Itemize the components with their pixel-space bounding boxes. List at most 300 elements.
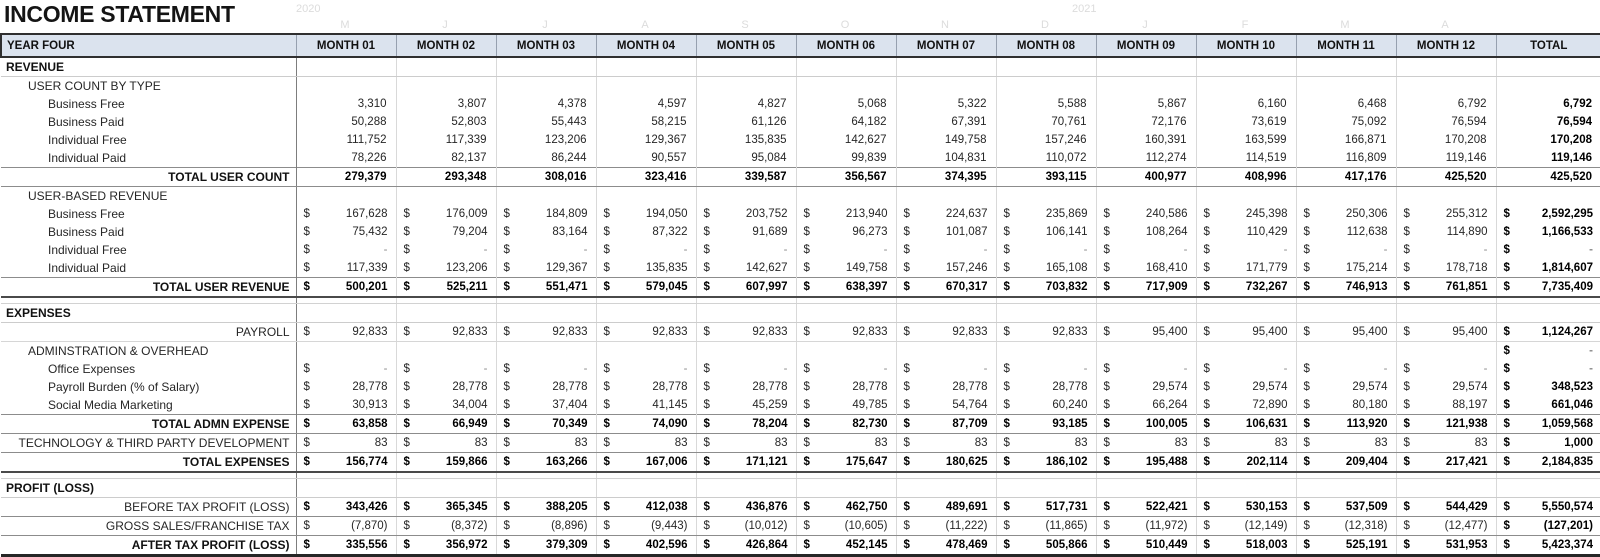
row-label[interactable]: USER-BASED REVENUE: [1, 187, 296, 206]
row-label[interactable]: ADMINSTRATION & OVERHEAD: [1, 342, 296, 361]
cell[interactable]: [1196, 187, 1296, 206]
column-header-month[interactable]: MONTH 07: [896, 34, 996, 57]
cell[interactable]: [296, 113, 396, 131]
cell[interactable]: [1396, 498, 1496, 517]
cell[interactable]: [396, 223, 496, 241]
cell[interactable]: [596, 396, 696, 415]
row-label[interactable]: Office Expenses: [1, 360, 296, 378]
cell[interactable]: [296, 453, 396, 473]
cell[interactable]: [1396, 95, 1496, 113]
cell[interactable]: [796, 205, 896, 223]
cell[interactable]: [1396, 168, 1496, 187]
total-cell[interactable]: [1496, 396, 1600, 415]
cell[interactable]: [696, 77, 796, 96]
cell[interactable]: [996, 498, 1096, 517]
cell[interactable]: [1296, 415, 1396, 434]
cell[interactable]: [496, 149, 596, 168]
cell[interactable]: [1396, 536, 1496, 556]
cell[interactable]: [796, 360, 896, 378]
cell[interactable]: [1096, 77, 1196, 96]
cell[interactable]: [496, 241, 596, 259]
total-cell[interactable]: [1496, 168, 1600, 187]
column-header-month[interactable]: MONTH 08: [996, 34, 1096, 57]
row-label[interactable]: Business Free: [1, 205, 296, 223]
cell[interactable]: [1396, 77, 1496, 96]
cell[interactable]: [1196, 241, 1296, 259]
cell[interactable]: [896, 205, 996, 223]
total-cell[interactable]: [1496, 434, 1600, 453]
cell[interactable]: [496, 168, 596, 187]
cell[interactable]: [496, 304, 596, 323]
total-cell[interactable]: [1496, 479, 1600, 498]
total-cell[interactable]: [1496, 113, 1600, 131]
total-cell[interactable]: [1496, 453, 1600, 473]
cell[interactable]: [996, 77, 1096, 96]
cell[interactable]: [296, 479, 396, 498]
cell[interactable]: [1096, 434, 1196, 453]
cell[interactable]: [796, 259, 896, 278]
cell[interactable]: [1196, 95, 1296, 113]
cell[interactable]: [596, 378, 696, 396]
cell[interactable]: [896, 342, 996, 361]
cell[interactable]: [496, 57, 596, 77]
cell[interactable]: [1096, 149, 1196, 168]
total-cell[interactable]: [1496, 278, 1600, 298]
cell[interactable]: [1096, 360, 1196, 378]
cell[interactable]: [996, 187, 1096, 206]
cell[interactable]: [496, 278, 596, 298]
cell[interactable]: [596, 360, 696, 378]
cell[interactable]: [496, 113, 596, 131]
cell[interactable]: [1396, 223, 1496, 241]
cell[interactable]: [1196, 360, 1296, 378]
cell[interactable]: [696, 223, 796, 241]
row-label[interactable]: AFTER TAX PROFIT (LOSS): [1, 536, 296, 556]
cell[interactable]: [1396, 415, 1496, 434]
cell[interactable]: [996, 223, 1096, 241]
cell[interactable]: [896, 323, 996, 342]
cell[interactable]: [796, 434, 896, 453]
cell[interactable]: [1296, 453, 1396, 473]
cell[interactable]: [796, 323, 896, 342]
cell[interactable]: [1196, 168, 1296, 187]
cell[interactable]: [1196, 131, 1296, 149]
cell[interactable]: [1396, 149, 1496, 168]
cell[interactable]: [496, 378, 596, 396]
column-header-year[interactable]: YEAR FOUR: [1, 34, 296, 57]
cell[interactable]: [396, 498, 496, 517]
cell[interactable]: [396, 259, 496, 278]
cell[interactable]: [996, 323, 1096, 342]
row-label[interactable]: TOTAL EXPENSES: [1, 453, 296, 473]
cell[interactable]: [796, 378, 896, 396]
cell[interactable]: [896, 278, 996, 298]
cell[interactable]: [696, 453, 796, 473]
cell[interactable]: [1096, 95, 1196, 113]
cell[interactable]: [596, 415, 696, 434]
cell[interactable]: [696, 360, 796, 378]
cell[interactable]: [996, 95, 1096, 113]
cell[interactable]: [1196, 259, 1296, 278]
cell[interactable]: [396, 149, 496, 168]
cell[interactable]: [996, 113, 1096, 131]
cell[interactable]: [696, 304, 796, 323]
cell[interactable]: [896, 149, 996, 168]
cell[interactable]: [996, 149, 1096, 168]
row-label[interactable]: TOTAL USER COUNT: [1, 168, 296, 187]
cell[interactable]: [696, 95, 796, 113]
cell[interactable]: [496, 323, 596, 342]
cell[interactable]: [796, 396, 896, 415]
cell[interactable]: [396, 360, 496, 378]
cell[interactable]: [1096, 113, 1196, 131]
row-label[interactable]: Individual Paid: [1, 149, 296, 168]
total-cell[interactable]: [1496, 378, 1600, 396]
cell[interactable]: [796, 498, 896, 517]
cell[interactable]: [496, 259, 596, 278]
cell[interactable]: [696, 57, 796, 77]
cell[interactable]: [796, 479, 896, 498]
cell[interactable]: [796, 415, 896, 434]
cell[interactable]: [1296, 113, 1396, 131]
cell[interactable]: [996, 479, 1096, 498]
total-cell[interactable]: [1496, 342, 1600, 361]
cell[interactable]: [596, 434, 696, 453]
cell[interactable]: [696, 342, 796, 361]
cell[interactable]: [1096, 241, 1196, 259]
column-header-month[interactable]: MONTH 02: [396, 34, 496, 57]
cell[interactable]: [1196, 223, 1296, 241]
cell[interactable]: [996, 241, 1096, 259]
total-cell[interactable]: [1496, 223, 1600, 241]
cell[interactable]: [796, 95, 896, 113]
row-label[interactable]: TECHNOLOGY & THIRD PARTY DEVELOPMENT: [1, 434, 296, 453]
cell[interactable]: [396, 342, 496, 361]
cell[interactable]: [896, 378, 996, 396]
cell[interactable]: [1096, 278, 1196, 298]
cell[interactable]: [896, 304, 996, 323]
cell[interactable]: [1096, 378, 1196, 396]
row-label[interactable]: TOTAL ADMN EXPENSE: [1, 415, 296, 434]
cell[interactable]: [296, 223, 396, 241]
total-cell[interactable]: [1496, 77, 1600, 96]
total-cell[interactable]: [1496, 187, 1600, 206]
cell[interactable]: [996, 415, 1096, 434]
cell[interactable]: [296, 323, 396, 342]
cell[interactable]: [796, 536, 896, 556]
cell[interactable]: [1096, 517, 1196, 536]
cell[interactable]: [896, 95, 996, 113]
cell[interactable]: [496, 498, 596, 517]
cell[interactable]: [1296, 396, 1396, 415]
cell[interactable]: [396, 131, 496, 149]
cell[interactable]: [996, 278, 1096, 298]
column-header-month[interactable]: MONTH 09: [1096, 34, 1196, 57]
cell[interactable]: [396, 278, 496, 298]
cell[interactable]: [1096, 323, 1196, 342]
cell[interactable]: [1296, 517, 1396, 536]
total-cell[interactable]: [1496, 304, 1600, 323]
cell[interactable]: [1096, 259, 1196, 278]
cell[interactable]: [1096, 57, 1196, 77]
cell[interactable]: [596, 342, 696, 361]
cell[interactable]: [896, 113, 996, 131]
cell[interactable]: [596, 205, 696, 223]
cell[interactable]: [796, 187, 896, 206]
cell[interactable]: [696, 259, 796, 278]
cell[interactable]: [696, 278, 796, 298]
cell[interactable]: [1196, 479, 1296, 498]
cell[interactable]: [696, 536, 796, 556]
cell[interactable]: [496, 536, 596, 556]
cell[interactable]: [996, 342, 1096, 361]
cell[interactable]: [1196, 304, 1296, 323]
total-cell[interactable]: [1496, 517, 1600, 536]
cell[interactable]: [1096, 396, 1196, 415]
cell[interactable]: [1096, 453, 1196, 473]
cell[interactable]: [1296, 304, 1396, 323]
cell[interactable]: [596, 77, 696, 96]
column-header-month[interactable]: MONTH 11: [1296, 34, 1396, 57]
cell[interactable]: [996, 259, 1096, 278]
cell[interactable]: [496, 517, 596, 536]
cell[interactable]: [996, 168, 1096, 187]
cell[interactable]: [296, 360, 396, 378]
cell[interactable]: [896, 77, 996, 96]
cell[interactable]: [1396, 241, 1496, 259]
cell[interactable]: [396, 536, 496, 556]
cell[interactable]: [1396, 378, 1496, 396]
cell[interactable]: [996, 453, 1096, 473]
cell[interactable]: [296, 304, 396, 323]
cell[interactable]: [696, 396, 796, 415]
cell[interactable]: [1296, 323, 1396, 342]
cell[interactable]: [296, 517, 396, 536]
cell[interactable]: [696, 323, 796, 342]
cell[interactable]: [1096, 223, 1196, 241]
column-header-month[interactable]: MONTH 04: [596, 34, 696, 57]
column-header-month[interactable]: MONTH 05: [696, 34, 796, 57]
cell[interactable]: [796, 57, 896, 77]
cell[interactable]: [996, 396, 1096, 415]
cell[interactable]: [396, 205, 496, 223]
cell[interactable]: [396, 517, 496, 536]
cell[interactable]: [796, 223, 896, 241]
cell[interactable]: [1196, 378, 1296, 396]
cell[interactable]: [1196, 415, 1296, 434]
cell[interactable]: [1296, 278, 1396, 298]
cell[interactable]: [696, 434, 796, 453]
cell[interactable]: [1296, 131, 1396, 149]
row-label[interactable]: Business Paid: [1, 223, 296, 241]
row-label[interactable]: REVENUE: [1, 57, 296, 77]
cell[interactable]: [1296, 223, 1396, 241]
cell[interactable]: [296, 536, 396, 556]
cell[interactable]: [296, 168, 396, 187]
cell[interactable]: [596, 323, 696, 342]
cell[interactable]: [1196, 396, 1296, 415]
cell[interactable]: [896, 498, 996, 517]
row-label[interactable]: Business Free: [1, 95, 296, 113]
cell[interactable]: [796, 517, 896, 536]
cell[interactable]: [1296, 536, 1396, 556]
cell[interactable]: [1396, 479, 1496, 498]
cell[interactable]: [396, 77, 496, 96]
column-header-total[interactable]: TOTAL: [1496, 34, 1600, 57]
row-label[interactable]: TOTAL USER REVENUE: [1, 278, 296, 298]
cell[interactable]: [296, 57, 396, 77]
cell[interactable]: [896, 168, 996, 187]
cell[interactable]: [896, 259, 996, 278]
cell[interactable]: [796, 342, 896, 361]
cell[interactable]: [1396, 187, 1496, 206]
cell[interactable]: [896, 241, 996, 259]
cell[interactable]: [1296, 77, 1396, 96]
cell[interactable]: [696, 149, 796, 168]
cell[interactable]: [1296, 342, 1396, 361]
column-header-month[interactable]: MONTH 01: [296, 34, 396, 57]
cell[interactable]: [1196, 517, 1296, 536]
cell[interactable]: [896, 453, 996, 473]
cell[interactable]: [1296, 259, 1396, 278]
cell[interactable]: [1296, 168, 1396, 187]
cell[interactable]: [1296, 360, 1396, 378]
cell[interactable]: [596, 304, 696, 323]
cell[interactable]: [796, 113, 896, 131]
cell[interactable]: [696, 378, 796, 396]
cell[interactable]: [1096, 342, 1196, 361]
row-label[interactable]: BEFORE TAX PROFIT (LOSS): [1, 498, 296, 517]
cell[interactable]: [296, 77, 396, 96]
cell[interactable]: [596, 168, 696, 187]
cell[interactable]: [296, 498, 396, 517]
cell[interactable]: [1096, 479, 1196, 498]
total-cell[interactable]: [1496, 360, 1600, 378]
cell[interactable]: [1196, 453, 1296, 473]
cell[interactable]: [1096, 168, 1196, 187]
cell[interactable]: [796, 453, 896, 473]
cell[interactable]: [996, 360, 1096, 378]
cell[interactable]: [1196, 113, 1296, 131]
cell[interactable]: [1096, 415, 1196, 434]
cell[interactable]: [896, 536, 996, 556]
cell[interactable]: [496, 205, 596, 223]
cell[interactable]: [1296, 95, 1396, 113]
column-header-month[interactable]: MONTH 10: [1196, 34, 1296, 57]
cell[interactable]: [696, 131, 796, 149]
cell[interactable]: [1196, 536, 1296, 556]
cell[interactable]: [1196, 77, 1296, 96]
cell[interactable]: [1396, 342, 1496, 361]
cell[interactable]: [296, 241, 396, 259]
cell[interactable]: [596, 517, 696, 536]
cell[interactable]: [1396, 278, 1496, 298]
cell[interactable]: [1396, 113, 1496, 131]
cell[interactable]: [596, 95, 696, 113]
cell[interactable]: [896, 479, 996, 498]
cell[interactable]: [996, 304, 1096, 323]
cell[interactable]: [596, 536, 696, 556]
cell[interactable]: [1196, 205, 1296, 223]
cell[interactable]: [496, 453, 596, 473]
row-label[interactable]: PAYROLL: [1, 323, 296, 342]
row-label[interactable]: EXPENSES: [1, 304, 296, 323]
total-cell[interactable]: [1496, 415, 1600, 434]
cell[interactable]: [396, 434, 496, 453]
cell[interactable]: [596, 278, 696, 298]
column-header-month[interactable]: MONTH 06: [796, 34, 896, 57]
cell[interactable]: [1396, 360, 1496, 378]
row-label[interactable]: Individual Free: [1, 131, 296, 149]
total-cell[interactable]: [1496, 323, 1600, 342]
cell[interactable]: [296, 205, 396, 223]
cell[interactable]: [1296, 378, 1396, 396]
cell[interactable]: [396, 95, 496, 113]
cell[interactable]: [396, 323, 496, 342]
cell[interactable]: [596, 223, 696, 241]
cell[interactable]: [296, 378, 396, 396]
cell[interactable]: [1196, 323, 1296, 342]
cell[interactable]: [596, 241, 696, 259]
total-cell[interactable]: [1496, 498, 1600, 517]
cell[interactable]: [496, 77, 596, 96]
row-label[interactable]: Payroll Burden (% of Salary): [1, 378, 296, 396]
row-label[interactable]: PROFIT (LOSS): [1, 479, 296, 498]
cell[interactable]: [696, 517, 796, 536]
total-cell[interactable]: [1496, 259, 1600, 278]
cell[interactable]: [1096, 187, 1196, 206]
row-label[interactable]: GROSS SALES/FRANCHISE TAX: [1, 517, 296, 536]
cell[interactable]: [696, 498, 796, 517]
cell[interactable]: [296, 95, 396, 113]
cell[interactable]: [396, 187, 496, 206]
cell[interactable]: [696, 168, 796, 187]
cell[interactable]: [1296, 241, 1396, 259]
cell[interactable]: [896, 57, 996, 77]
cell[interactable]: [996, 57, 1096, 77]
cell[interactable]: [696, 205, 796, 223]
cell[interactable]: [496, 223, 596, 241]
cell[interactable]: [496, 187, 596, 206]
cell[interactable]: [996, 517, 1096, 536]
cell[interactable]: [496, 95, 596, 113]
cell[interactable]: [396, 396, 496, 415]
cell[interactable]: [496, 342, 596, 361]
cell[interactable]: [1296, 434, 1396, 453]
cell[interactable]: [296, 259, 396, 278]
cell[interactable]: [1196, 149, 1296, 168]
cell[interactable]: [996, 205, 1096, 223]
column-header-month[interactable]: MONTH 12: [1396, 34, 1496, 57]
cell[interactable]: [1096, 205, 1196, 223]
cell[interactable]: [796, 131, 896, 149]
cell[interactable]: [1396, 205, 1496, 223]
cell[interactable]: [896, 360, 996, 378]
cell[interactable]: [1096, 536, 1196, 556]
row-label[interactable]: Individual Free: [1, 241, 296, 259]
cell[interactable]: [1296, 479, 1396, 498]
cell[interactable]: [1296, 187, 1396, 206]
cell[interactable]: [596, 113, 696, 131]
total-cell[interactable]: [1496, 57, 1600, 77]
cell[interactable]: [396, 415, 496, 434]
cell[interactable]: [1196, 342, 1296, 361]
cell[interactable]: [796, 241, 896, 259]
cell[interactable]: [396, 113, 496, 131]
cell[interactable]: [1296, 498, 1396, 517]
cell[interactable]: [896, 434, 996, 453]
cell[interactable]: [996, 434, 1096, 453]
